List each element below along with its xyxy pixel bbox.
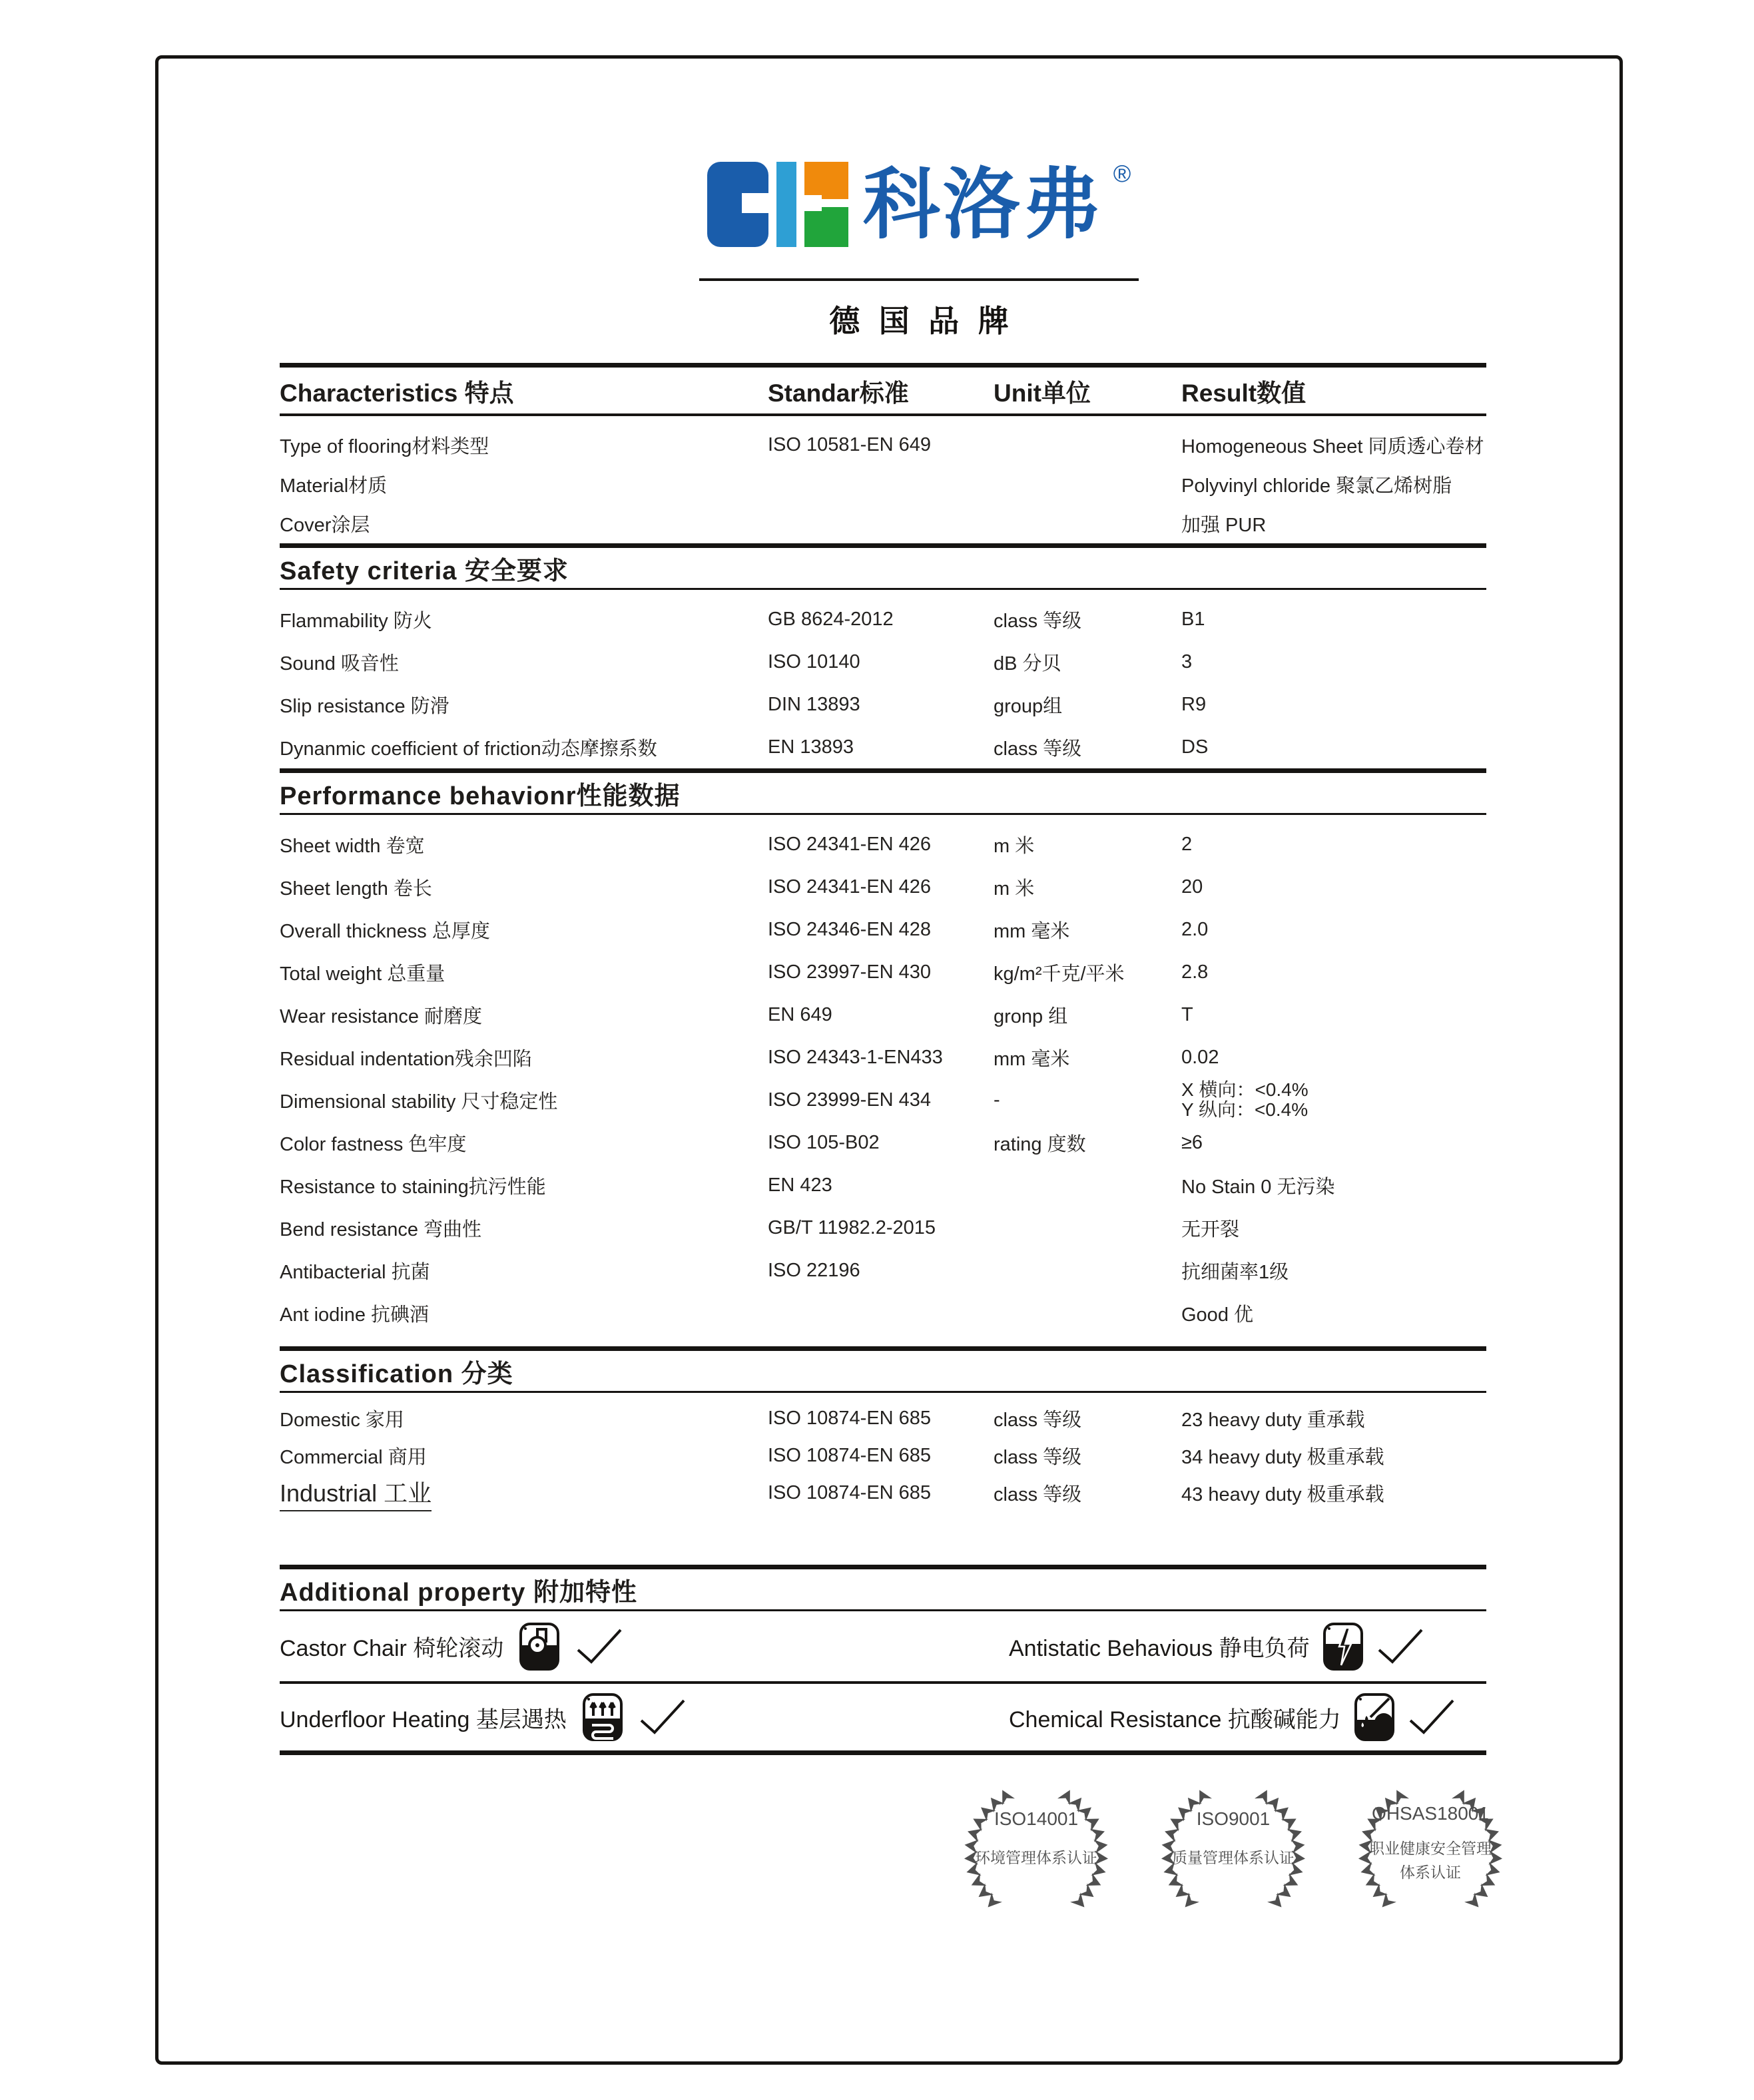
row-label: Sheet length 卷长 xyxy=(280,878,432,900)
row-result: 抗细菌率1级 xyxy=(1181,1261,1289,1283)
row-standard: EN 13893 xyxy=(768,736,854,758)
row-result: B1 xyxy=(1181,608,1205,630)
check-icon xyxy=(575,1627,623,1666)
row-result: R9 xyxy=(1181,693,1207,715)
row-standard: EN 649 xyxy=(768,1003,832,1025)
badge-subtitle: 质量管理体系认证 xyxy=(1172,1849,1295,1866)
row-label: Dynanmic coefficient of friction动态摩擦系数 xyxy=(280,738,657,760)
additional-label: Chemical Resistance 抗酸碱能力 xyxy=(1009,1706,1341,1732)
result-line-y: Y 纵向：<0.4% xyxy=(1181,1099,1309,1120)
row-result: Homogeneous Sheet 同质透心卷材 xyxy=(1181,436,1484,457)
row-unit: m 米 xyxy=(994,878,1035,900)
row-unit: group组 xyxy=(994,695,1063,717)
brand-logo xyxy=(699,158,1139,341)
row-unit: class 等级 xyxy=(994,1483,1082,1505)
row-standard: DIN 13893 xyxy=(768,693,860,715)
logo-row xyxy=(699,158,1139,250)
additional-label: Castor Chair 椅轮滚动 xyxy=(280,1636,504,1661)
row-unit: class 等级 xyxy=(994,1446,1082,1468)
table-row xyxy=(280,1400,1486,1437)
classification-rows xyxy=(280,1393,1486,1565)
row-label: Resistance to staining抗污性能 xyxy=(280,1176,546,1198)
badge-subtitle-2: 体系认证 xyxy=(1400,1864,1461,1881)
check-icon xyxy=(639,1698,687,1736)
table-row xyxy=(280,1206,1486,1249)
additional-item-chemical-resistance xyxy=(1009,1684,1456,1750)
industrial-label: Industrial 工业 xyxy=(280,1475,432,1511)
row-label: Domestic 家用 xyxy=(280,1409,404,1431)
row-result: 2.8 xyxy=(1181,961,1209,983)
column-header-unit: Unit单位 xyxy=(994,379,1091,407)
row-unit: mm 毫米 xyxy=(994,920,1070,942)
row-result: Polyvinyl chloride 聚氯乙烯树脂 xyxy=(1181,475,1452,497)
row-result: No Stain 0 无污染 xyxy=(1181,1176,1335,1198)
row-standard: ISO 10874-EN 685 xyxy=(768,1481,932,1503)
castor-chair-icon xyxy=(519,1623,559,1671)
row-label: Dimensional stability 尺寸稳定性 xyxy=(280,1091,558,1113)
row-label: Commercial 商用 xyxy=(280,1446,427,1468)
row-unit: rating 度数 xyxy=(994,1133,1086,1155)
row-standard: GB/T 11982.2-2015 xyxy=(768,1216,936,1238)
row-unit: kg/m²千克/平米 xyxy=(994,963,1125,985)
row-standard: ISO 105-B02 xyxy=(768,1131,880,1153)
check-icon xyxy=(1376,1627,1424,1666)
result-line-x: X 横向：<0.4% xyxy=(1181,1079,1309,1100)
row-label: Type of flooring材料类型 xyxy=(280,436,489,457)
row-result: T xyxy=(1181,1003,1193,1025)
table-row xyxy=(280,823,1486,866)
registered-mark: ® xyxy=(1113,160,1131,187)
row-label: Antibacterial 抗菌 xyxy=(280,1261,430,1283)
rule xyxy=(280,363,1486,368)
row-result: 2 xyxy=(1181,833,1193,855)
table-row xyxy=(280,425,1486,465)
table-row xyxy=(280,1474,1486,1511)
rule xyxy=(280,1750,1486,1755)
badge-iso14001 xyxy=(944,1776,1128,1931)
chemical-resistance-icon xyxy=(1354,1693,1394,1741)
column-header-characteristics: Characteristics 特点 xyxy=(280,379,514,407)
badge-title: OHSAS18001 xyxy=(1372,1803,1489,1824)
row-standard: ISO 10581-EN 649 xyxy=(768,434,932,455)
cle-logo-mark-icon xyxy=(707,162,848,247)
characteristics-rows xyxy=(280,416,1486,543)
antistatic-icon xyxy=(1323,1623,1363,1671)
row-label: Residual indentation残余凹陷 xyxy=(280,1048,532,1070)
row-label xyxy=(280,1475,768,1511)
section-title-safety: Safety criteria 安全要求 xyxy=(280,557,569,585)
table-header-row xyxy=(280,368,1486,413)
table-row xyxy=(280,598,1486,641)
table-row xyxy=(280,1164,1486,1206)
row-unit: class 等级 xyxy=(994,1409,1082,1431)
rule xyxy=(280,1565,1486,1569)
badge-subtitle: 职业健康安全管理 xyxy=(1369,1840,1492,1857)
underfloor-heating-icon xyxy=(583,1693,623,1741)
additional-label: Antistatic Behavious 静电负荷 xyxy=(1009,1636,1310,1661)
row-label: Ant iodine 抗碘酒 xyxy=(280,1304,430,1326)
badge-title: ISO14001 xyxy=(994,1808,1079,1829)
table-row xyxy=(280,1249,1486,1292)
row-result: 34 heavy duty 极重承载 xyxy=(1181,1446,1384,1468)
brand-divider xyxy=(699,278,1139,281)
row-label: Overall thickness 总厚度 xyxy=(280,920,490,942)
row-result: 3 xyxy=(1181,651,1193,672)
row-standard: ISO 23999-EN 434 xyxy=(768,1089,932,1111)
row-result: 43 heavy duty 极重承载 xyxy=(1181,1483,1384,1505)
row-standard: ISO 24343-1-EN433 xyxy=(768,1046,943,1068)
additional-item-underfloor-heating xyxy=(280,1693,687,1741)
row-label: Total weight 总重量 xyxy=(280,963,445,985)
section-title-performance: Performance behavionr性能数据 xyxy=(280,782,681,810)
row-standard: ISO 24341-EN 426 xyxy=(768,876,932,898)
additional-item-antistatic xyxy=(1009,1611,1424,1681)
row-standard: ISO 23997-EN 430 xyxy=(768,961,932,983)
row-result: 加强 PUR xyxy=(1181,515,1267,536)
row-label: Cover涂层 xyxy=(280,515,370,536)
table-row xyxy=(280,951,1486,993)
performance-rows xyxy=(280,815,1486,1346)
row-result xyxy=(1181,1080,1486,1120)
column-header-result: Result数值 xyxy=(1181,379,1307,407)
table-row xyxy=(280,504,1486,543)
row-result: Good 优 xyxy=(1181,1304,1253,1326)
additional-item-castor-chair xyxy=(280,1623,623,1671)
brand-tagline: 德国品牌 xyxy=(829,304,1028,338)
row-standard: ISO 10874-EN 685 xyxy=(768,1407,932,1429)
badge-ohsas18001 xyxy=(1338,1776,1522,1931)
additional-label: Underfloor Heating 基层遇热 xyxy=(280,1706,567,1732)
row-unit: class 等级 xyxy=(994,738,1082,760)
additional-row xyxy=(280,1684,1486,1750)
section-title-additional: Additional property 附加特性 xyxy=(280,1578,638,1607)
table-row xyxy=(280,683,1486,726)
row-unit: dB 分贝 xyxy=(994,653,1061,674)
table-row xyxy=(280,641,1486,683)
row-result: 0.02 xyxy=(1181,1046,1219,1068)
row-label: Flammability 防火 xyxy=(280,610,432,632)
row-standard: EN 423 xyxy=(768,1174,832,1196)
column-header-standard: Standar标准 xyxy=(768,379,909,407)
row-label: Color fastness 色牢度 xyxy=(280,1133,467,1155)
row-standard: ISO 10874-EN 685 xyxy=(768,1444,932,1466)
table-row xyxy=(280,1292,1486,1334)
safety-rows xyxy=(280,590,1486,768)
row-label: Wear resistance 耐磨度 xyxy=(280,1005,483,1027)
brand-wordmark: 科洛弗 xyxy=(862,161,1103,248)
row-result: ≥6 xyxy=(1181,1131,1203,1153)
table-row xyxy=(280,1036,1486,1079)
row-unit: m 米 xyxy=(994,835,1035,857)
table-row xyxy=(280,1437,1486,1474)
table-row xyxy=(280,726,1486,768)
row-standard: ISO 24346-EN 428 xyxy=(768,918,932,940)
row-label: Sound 吸音性 xyxy=(280,653,399,674)
additional-row xyxy=(280,1611,1486,1681)
table-row xyxy=(280,866,1486,908)
table-row xyxy=(280,1079,1486,1121)
row-result: 23 heavy duty 重承载 xyxy=(1181,1409,1365,1431)
certification-badges xyxy=(944,1776,1522,1936)
row-result: DS xyxy=(1181,736,1209,758)
row-label: Material材质 xyxy=(280,475,388,497)
row-result: 20 xyxy=(1181,876,1203,898)
table-row xyxy=(280,993,1486,1036)
row-standard: ISO 24341-EN 426 xyxy=(768,833,932,855)
row-label: Slip resistance 防滑 xyxy=(280,695,449,717)
section-title-classification: Classification 分类 xyxy=(280,1360,513,1388)
row-standard: GB 8624-2012 xyxy=(768,608,894,630)
row-unit: - xyxy=(994,1089,1000,1111)
spec-table xyxy=(280,363,1486,1755)
table-row xyxy=(280,908,1486,951)
row-unit: gronp 组 xyxy=(994,1005,1068,1027)
row-label: Bend resistance 弯曲性 xyxy=(280,1218,482,1240)
check-icon xyxy=(1408,1698,1456,1736)
badge-subtitle: 环境管理体系认证 xyxy=(975,1849,1097,1866)
table-row xyxy=(280,465,1486,504)
rule xyxy=(280,1346,1486,1351)
badge-title: ISO9001 xyxy=(1196,1808,1271,1829)
rule xyxy=(280,768,1486,773)
rule xyxy=(280,543,1486,548)
row-result: 无开裂 xyxy=(1181,1218,1240,1240)
row-standard: ISO 10140 xyxy=(768,651,860,672)
row-unit: mm 毫米 xyxy=(994,1048,1070,1070)
row-standard: ISO 22196 xyxy=(768,1259,860,1281)
badge-iso9001 xyxy=(1141,1776,1325,1931)
row-result: 2.0 xyxy=(1181,918,1209,940)
row-label: Sheet width 卷宽 xyxy=(280,835,425,857)
row-unit: class 等级 xyxy=(994,610,1082,632)
table-row xyxy=(280,1121,1486,1164)
